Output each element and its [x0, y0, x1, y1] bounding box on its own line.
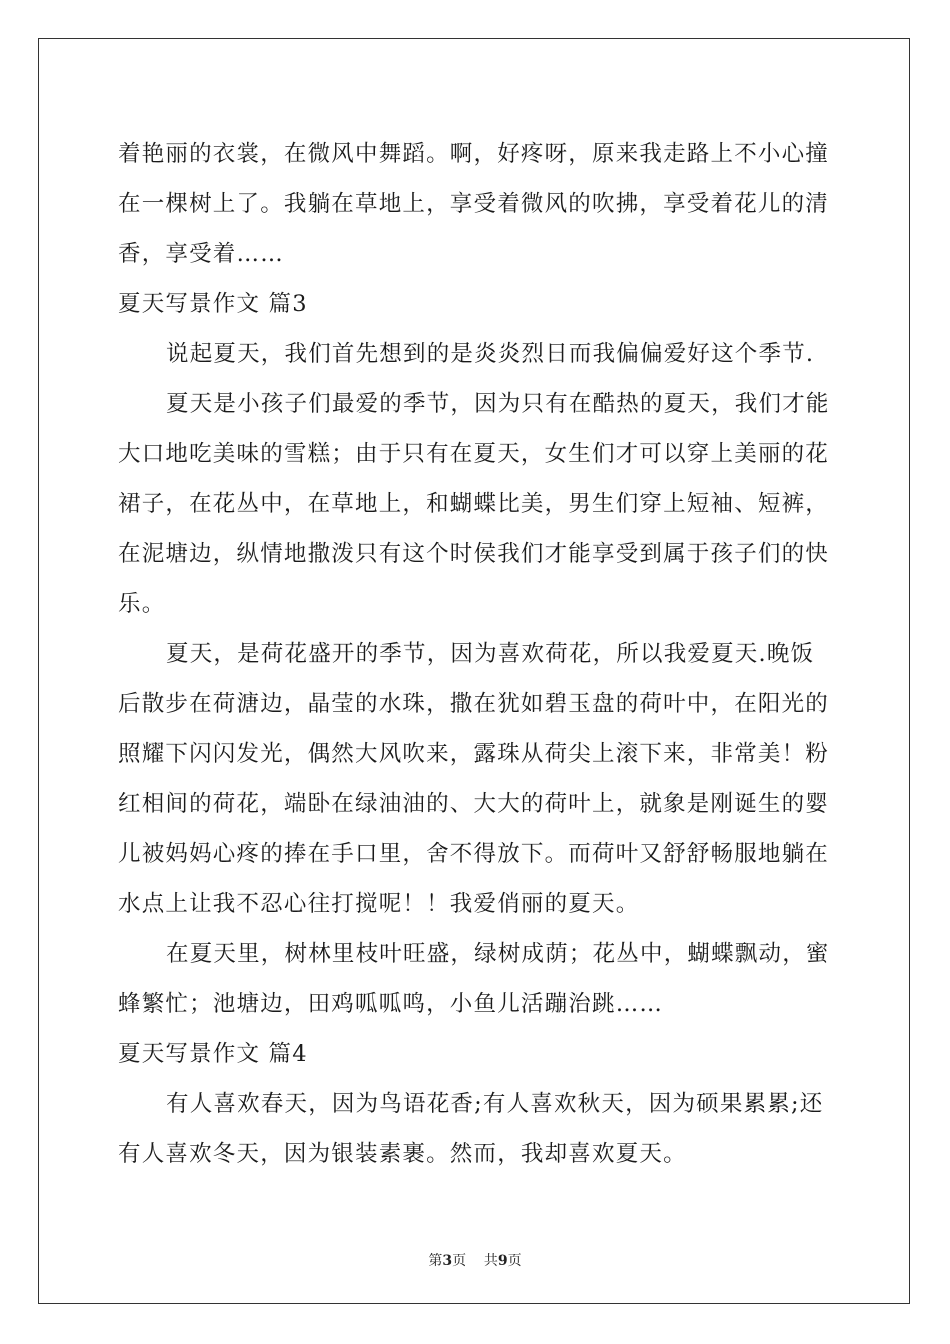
text-line: 夏天是小孩子们最爱的季节，因为只有在酷热的夏天，我们才能 — [166, 391, 830, 417]
text-line: 儿被妈妈心疼的捧在手口里，舍不得放下。而荷叶又舒舒畅服地躺在 — [118, 841, 830, 867]
text-line: 蜂繁忙；池塘边，田鸡呱呱鸣，小鱼儿活蹦治跳…… — [118, 991, 664, 1017]
text-line: 有人喜欢冬天，因为银装素裹。然而，我却喜欢夏天。 — [118, 1141, 687, 1167]
text-line: 在泥塘边，纵情地撒泼只有这个时侯我们才能享受到属于孩子们的快 — [118, 541, 830, 567]
text-line: 有人喜欢春天，因为鸟语花香;有人喜欢秋天，因为硕果累累;还 — [166, 1091, 824, 1117]
text-line: 着艳丽的衣裳，在微风中舞蹈。啊，好疼呀，原来我走路上不小心撞 — [118, 141, 830, 167]
text-line: 在一棵树上了。我躺在草地上，享受着微风的吹拂，享受着花儿的清 — [118, 191, 830, 217]
page-number: 3 — [442, 1253, 453, 1269]
text-line: 水点上让我不忍心往打搅呢！！我爱俏丽的夏天。 — [118, 891, 640, 917]
total-pages: 9 — [497, 1253, 508, 1269]
text-line: 红相间的荷花，端卧在绿油油的、大大的荷叶上，就象是刚诞生的婴 — [118, 791, 830, 817]
text-line: 在夏天里，树林里枝叶旺盛，绿树成荫；花丛中，蝴蝶飘动，蜜 — [166, 941, 830, 967]
footer-suffix: 页 — [507, 1253, 522, 1269]
text-line: 香，享受着…… — [118, 241, 284, 267]
text-line: 说起夏天，我们首先想到的是炎炎烈日而我偏偏爱好这个季节. — [166, 341, 815, 367]
section-heading: 夏天写景作文 篇3 — [118, 291, 308, 317]
text-line: 乐。 — [118, 591, 166, 617]
footer-mid: 页 共 — [452, 1253, 498, 1269]
text-line: 照耀下闪闪发光，偶然大风吹来，露珠从荷尖上滚下来，非常美！粉 — [118, 741, 830, 767]
text-line: 大口地吃美味的雪糕；由于只有在夏天，女生们才可以穿上美丽的花 — [118, 441, 830, 467]
page-footer — [0, 1250, 950, 1270]
text-line: 裙子，在花丛中，在草地上，和蝴蝶比美，男生们穿上短袖、短裤， — [118, 491, 830, 517]
section-heading: 夏天写景作文 篇4 — [118, 1041, 308, 1067]
text-line: 夏天，是荷花盛开的季节，因为喜欢荷花，所以我爱夏天.晚饭 — [166, 641, 815, 667]
text-line: 后散步在荷溏边，晶莹的水珠，撒在犹如碧玉盘的荷叶中，在阳光的 — [118, 691, 830, 717]
footer-prefix: 第 — [428, 1253, 443, 1269]
